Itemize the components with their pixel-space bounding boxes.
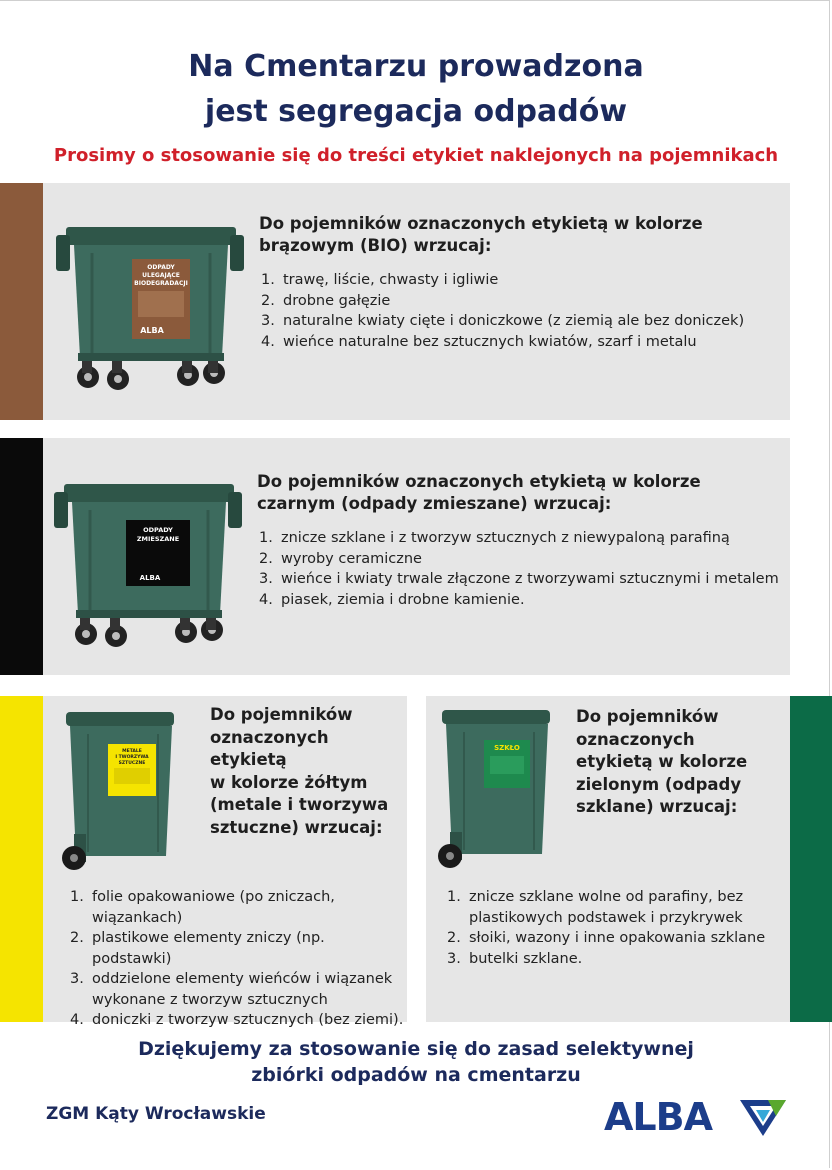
plastic-heading-line5: (metale i tworzywa	[210, 795, 389, 814]
bio-label-brand: ALBA	[140, 326, 164, 335]
list-item	[447, 949, 787, 970]
bio-label-text3: BIODEGRADACJI	[134, 280, 188, 287]
list-number: 3.	[259, 571, 273, 587]
list-number: 2.	[259, 550, 273, 567]
mixed-list	[259, 528, 784, 610]
list-text-line1: doniczki z tworzyw sztucznych (bez ziemi).	[92, 1012, 404, 1028]
plastic-label-text1: METALE	[122, 749, 142, 754]
list-item	[261, 311, 781, 332]
list-item	[70, 969, 406, 1010]
bio-heading-line2: brązowym (BIO) wrzucaj:	[259, 236, 492, 255]
yellow-label-bin-icon	[60, 708, 180, 878]
black-label-bin-icon	[50, 462, 246, 652]
list-text-line2: wiązankach)	[92, 909, 183, 926]
glass-heading-line5: szklane) wrzucaj:	[576, 797, 738, 816]
list-number: 3.	[261, 313, 275, 329]
list-number: 3.	[70, 971, 84, 987]
plastic-label-text3: SZTUCZNE	[118, 761, 146, 766]
list-text: znicze szklane i z tworzyw sztucznych z niewypaloną parafiną	[281, 530, 730, 546]
bio-label-text1: ODPADY	[147, 264, 175, 271]
thanks-line2: zbiórki odpadów na cmentarzu	[251, 1064, 581, 1086]
list-number: 4.	[70, 1012, 84, 1028]
list-item	[70, 928, 406, 969]
list-item	[261, 270, 781, 291]
list-number: 1.	[447, 889, 461, 905]
list-number: 4.	[261, 333, 275, 350]
bio-list	[261, 270, 781, 352]
list-text: naturalne kwiaty cięte i doniczkowe (z ziemią ale bez doniczek)	[283, 313, 745, 329]
list-number: 3.	[447, 950, 461, 967]
alba-logo-mark-icon	[738, 1096, 788, 1138]
glass-heading-line1: Do pojemników	[576, 707, 719, 726]
list-text-line1: folie opakowaniowe (po zniczach,	[92, 889, 335, 905]
list-item	[259, 528, 784, 549]
alba-logo-text: ALBA	[604, 1095, 712, 1139]
brown-label-bin-icon	[52, 205, 248, 395]
plastic-list	[70, 887, 406, 1031]
list-item	[259, 549, 784, 570]
bio-heading	[259, 213, 779, 257]
glass-heading-line2: oznaczonych	[576, 729, 695, 749]
mixed-label-text2: ZMIESZANE	[136, 535, 180, 543]
green-label-bin-icon	[436, 706, 556, 876]
list-text: wieńce i kwiaty trwale złączone z tworzywami sztucznymi i metalem	[281, 571, 779, 587]
list-number: 2.	[261, 292, 275, 309]
glass-heading	[576, 706, 786, 819]
page-subtitle: Prosimy o stosowanie się do treści etykiet naklejonych na pojemnikach	[53, 145, 779, 166]
glass-heading-line3: etykietą w kolorze	[576, 752, 748, 771]
plastic-heading-line6: sztuczne) wrzucaj:	[210, 817, 383, 837]
list-item	[70, 1010, 406, 1031]
alba-logo	[604, 1092, 794, 1142]
brown-color-bar	[0, 183, 43, 420]
glass-list	[447, 887, 787, 969]
list-text: drobne gałęzie	[283, 292, 391, 309]
list-number: 4.	[259, 591, 273, 608]
list-item	[259, 569, 784, 590]
glass-heading-line4: zielonym (odpady	[576, 774, 742, 794]
list-number: 1.	[259, 530, 273, 546]
list-item	[259, 590, 784, 611]
plastic-heading-line1: Do pojemników	[210, 705, 353, 724]
list-text-line2: plastikowych podstawek i przykrywek	[469, 909, 743, 926]
green-color-bar	[790, 696, 832, 1022]
list-item	[70, 887, 406, 928]
plastic-label-text2: I TWORZYWA	[115, 755, 149, 760]
footer-organization: ZGM Kąty Wrocławskie	[46, 1104, 266, 1124]
list-number: 2.	[447, 930, 461, 946]
list-number: 1.	[70, 889, 84, 905]
bio-heading-line1: Do pojemników oznaczonych etykietą w kolorze	[259, 214, 703, 233]
list-item	[447, 928, 787, 949]
list-text-line1: oddzielone elementy wieńców i wiązanek	[92, 971, 393, 987]
bio-label-text2: ULEGAJĄCE	[142, 272, 180, 279]
mixed-label-text1: ODPADY	[143, 526, 173, 534]
list-text: piasek, ziemia i drobne kamienie.	[281, 591, 525, 608]
list-item	[261, 332, 781, 353]
list-text-line1: słoiki, wazony i inne opakowania szklane	[469, 930, 766, 946]
mixed-heading-line2: czarnym (odpady zmieszane) wrzucaj:	[257, 494, 612, 513]
mixed-heading-line1: Do pojemników oznaczonych etykietą w kolorze	[257, 472, 701, 491]
thanks-line1: Dziękujemy za stosowanie się do zasad selektywnej	[138, 1038, 694, 1060]
yellow-color-bar	[0, 696, 43, 1022]
plastic-heading	[210, 704, 405, 839]
list-text-line1: znicze szklane wolne od parafiny, bez	[469, 889, 744, 905]
page-title-line2: jest segregacja odpadów	[204, 94, 628, 129]
black-color-bar	[0, 438, 43, 675]
plastic-heading-line4: w kolorze żółtym	[210, 772, 368, 792]
page-title-line1: Na Cmentarzu prowadzona	[188, 49, 644, 84]
mixed-label-brand: ALBA	[139, 574, 161, 582]
list-item	[261, 291, 781, 312]
list-text: wieńce naturalne bez sztucznych kwiatów, szarf i metalu	[283, 333, 697, 350]
list-text: wyroby ceramiczne	[281, 550, 422, 567]
list-text-line1: butelki szklane.	[469, 950, 583, 967]
mixed-heading	[257, 471, 777, 515]
list-number: 1.	[261, 272, 275, 288]
list-item	[447, 887, 787, 928]
plastic-heading-line2: oznaczonych	[210, 727, 329, 747]
glass-label-text: SZKŁO	[494, 744, 520, 752]
list-text-line2: wykonane z tworzyw sztucznych	[92, 991, 328, 1008]
plastic-heading-line3: etykietą	[210, 750, 287, 769]
list-text-line1: plastikowe elementy zniczy (np. podstawki)	[92, 930, 325, 967]
list-number: 2.	[70, 930, 84, 946]
list-text: trawę, liście, chwasty i igliwie	[283, 272, 499, 288]
